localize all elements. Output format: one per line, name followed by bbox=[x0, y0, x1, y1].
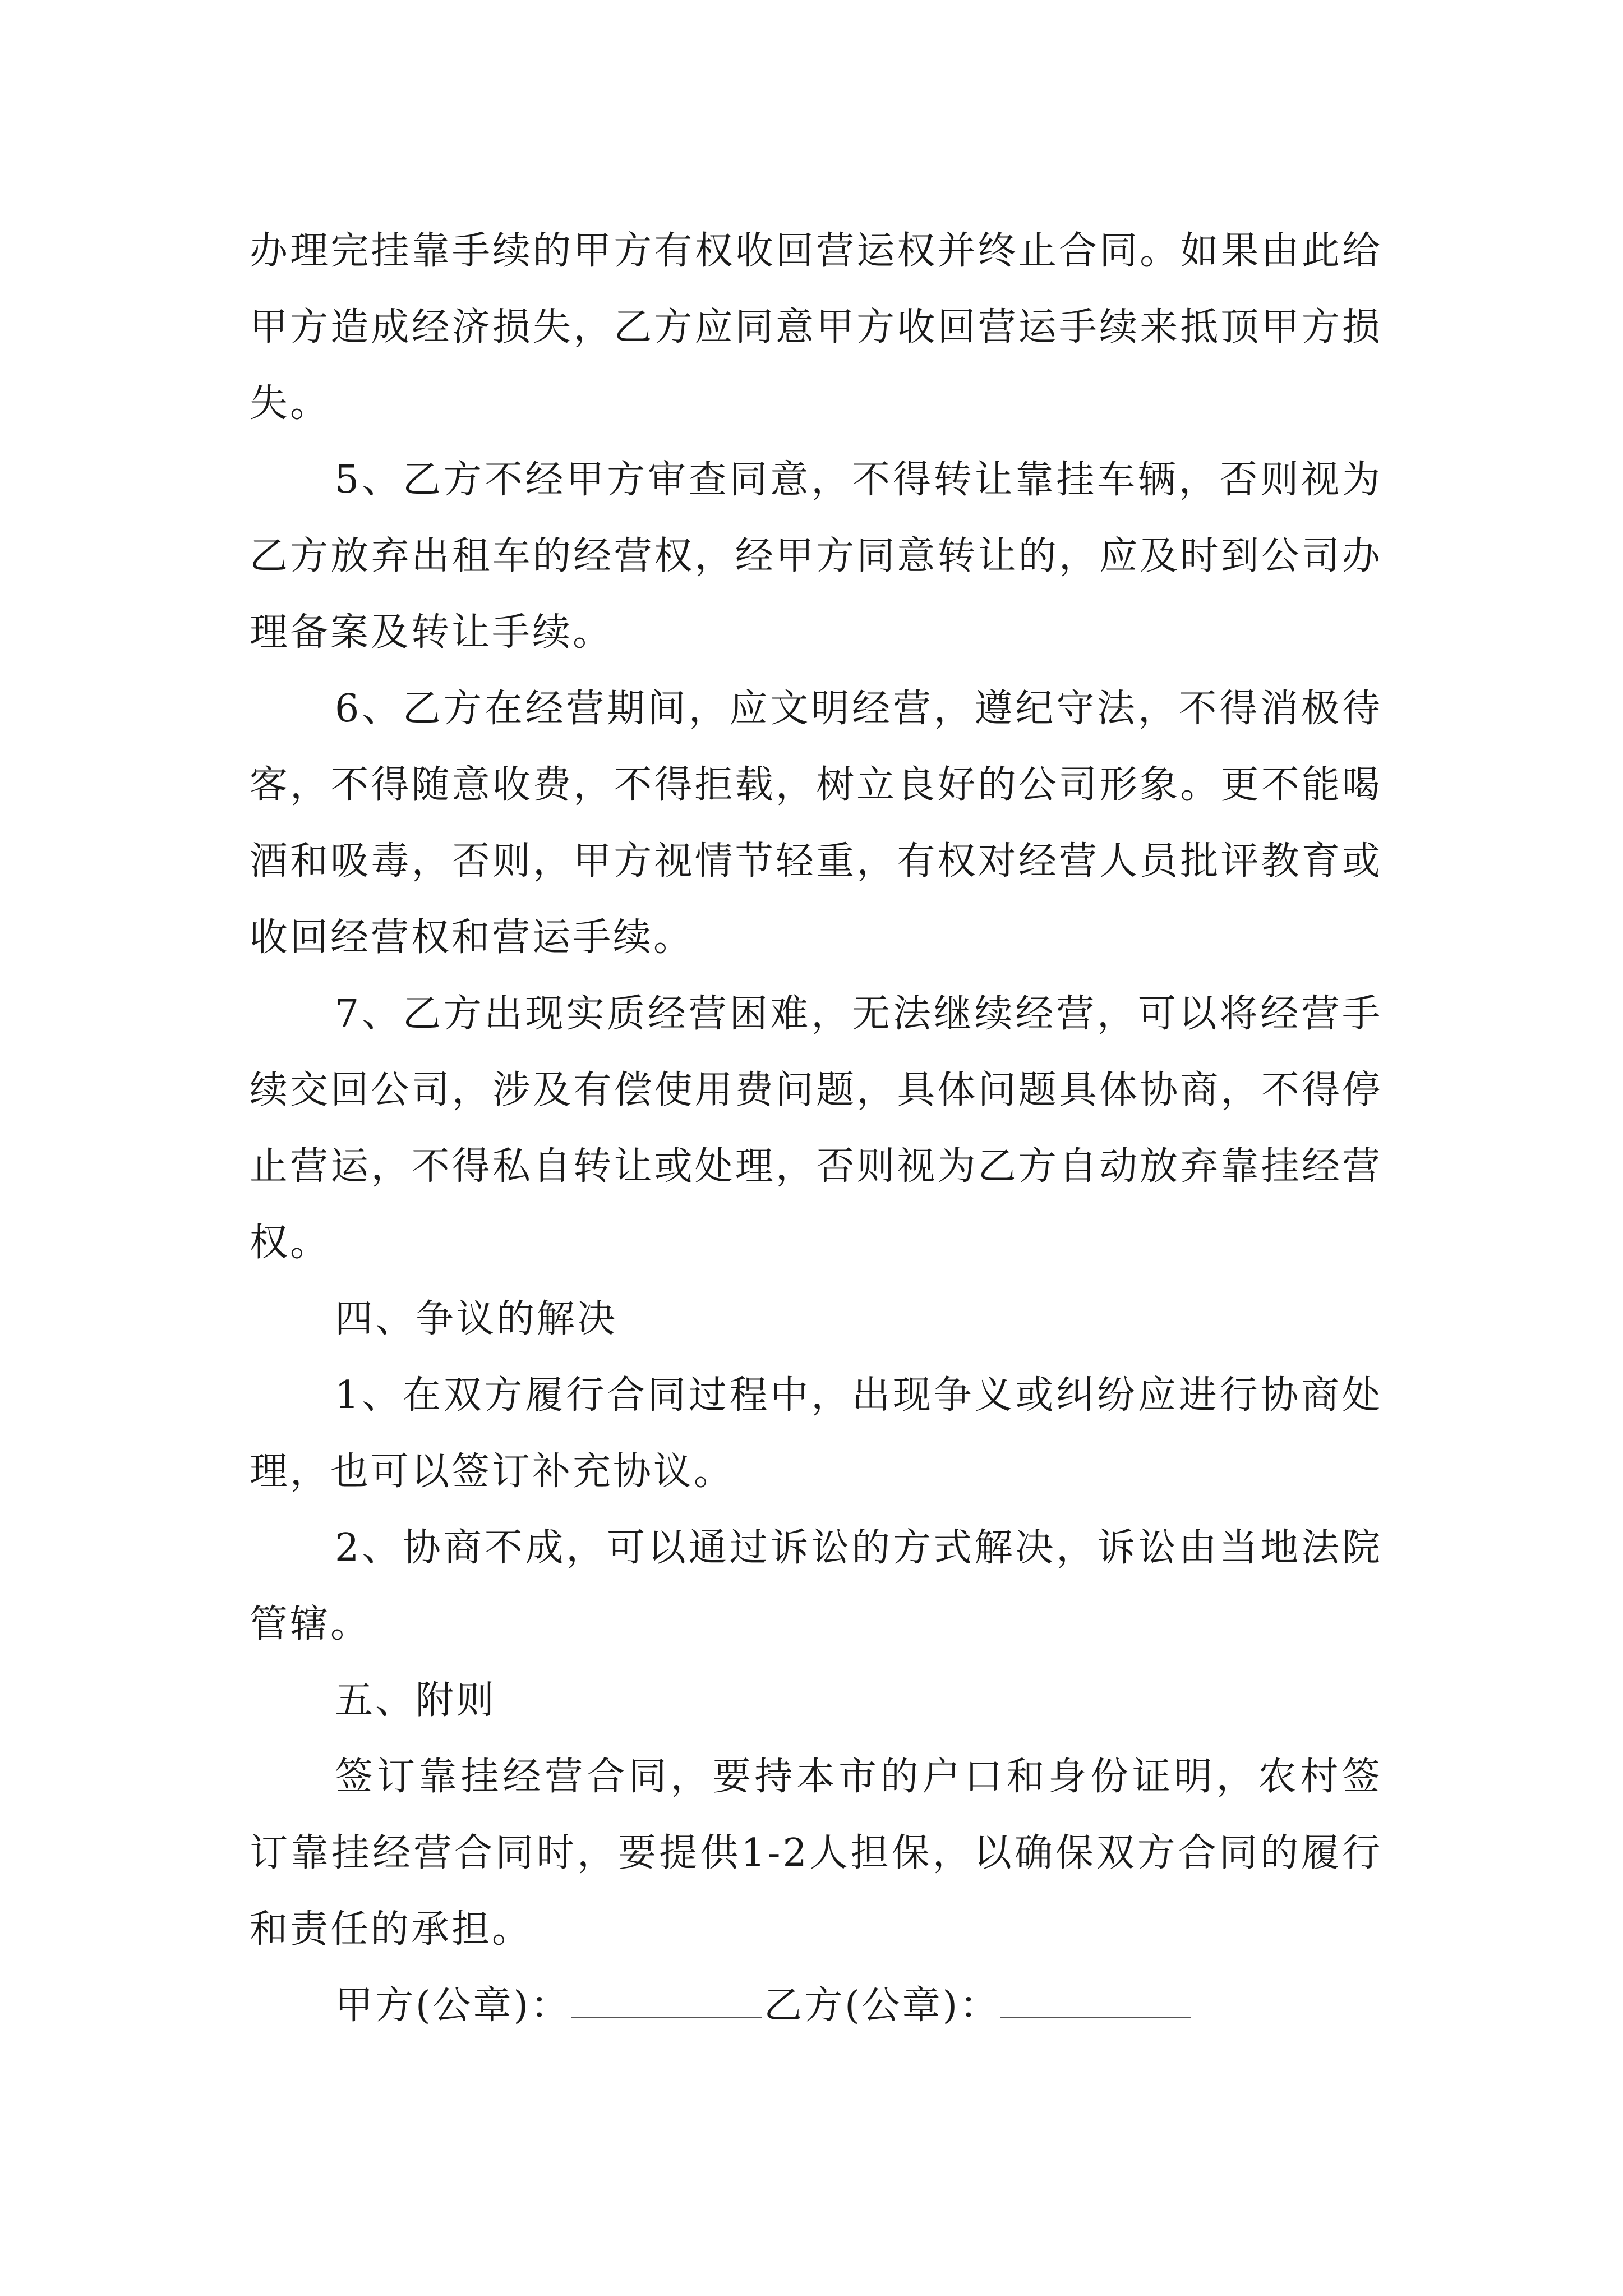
section-heading-appendix: 五、附则 bbox=[335, 1678, 497, 1723]
paragraph-dispute-2: 2、协商不成，可以通过诉讼的方式解决，诉讼由当地法院管辖。 bbox=[250, 1526, 1382, 1646]
paragraph-appendix: 签订靠挂经营合同，要持本市的户口和身份证明，农村签订靠挂经营合同时，要提供1-2人担保，以确保双方合同的履行和责任的承担。 bbox=[250, 1755, 1382, 1952]
paragraph-dispute-1: 1、在双方履行合同过程中，出现争义或纠纷应进行协商处理，也可以签订补充协议。 bbox=[250, 1373, 1382, 1494]
signature-row bbox=[250, 1968, 1382, 2044]
paragraph-continuation: 办理完挂靠手续的甲方有权收回营运权并终止合同。如果由此给甲方造成经济损失，乙方应同意甲方收回营运手续来抵顶甲方损失。 bbox=[250, 229, 1382, 426]
party-a-signature-label: 甲方(公章)： bbox=[335, 1984, 571, 2028]
paragraph-item-6: 6、乙方在经营期间，应文明经营，遵纪守法，不得消极待客，不得随意收费，不得拒载，树立良好的公司形象。更不能喝酒和吸毒，否则，甲方视情节轻重，有权对经营人员批评教育或收回经营权和营运手续。 bbox=[250, 687, 1382, 960]
section-heading-dispute: 四、争议的解决 bbox=[335, 1297, 618, 1341]
document-body bbox=[250, 213, 1382, 2044]
party-b-signature-label: 乙方(公章)： bbox=[764, 1984, 1000, 2028]
paragraph-item-5: 5、乙方不经甲方审查同意，不得转让靠挂车辆，否则视为乙方放弃出租车的经营权，经甲方同意转让的，应及时到公司办理备案及转让手续。 bbox=[250, 458, 1382, 655]
paragraph-item-7: 7、乙方出现实质经营困难，无法继续经营，可以将经营手续交回公司，涉及有偿使用费问题，具体问题具体协商，不得停止营运，不得私自转让或处理，否则视为乙方自动放弃靠挂经营权。 bbox=[250, 992, 1382, 1265]
party-b-signature-blank bbox=[1000, 1981, 1191, 2018]
party-a-signature-blank bbox=[571, 1981, 762, 2018]
